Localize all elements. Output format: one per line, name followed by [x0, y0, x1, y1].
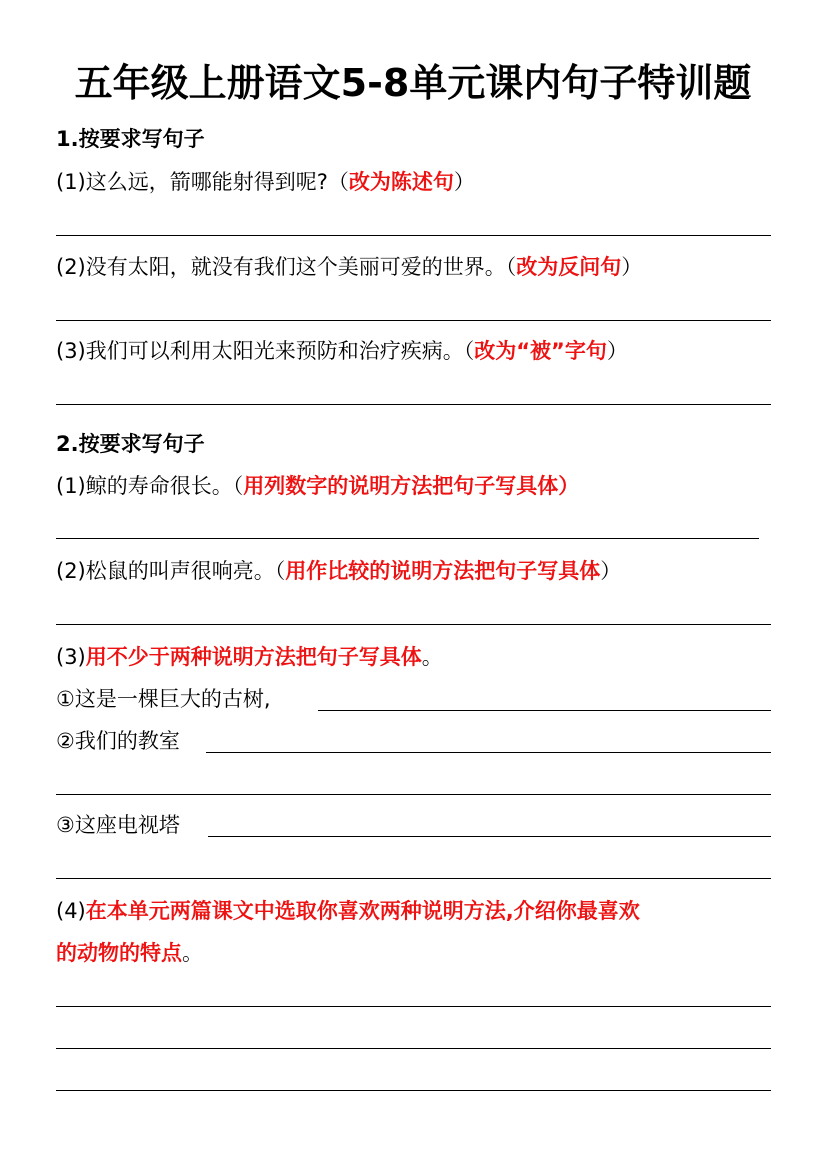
- answer-line[interactable]: [208, 836, 771, 837]
- s2-question-3: [56, 642, 443, 672]
- question-close: ）: [621, 255, 643, 279]
- s2-question-4-cont: [56, 938, 203, 968]
- question-close: 。: [421, 645, 443, 669]
- s1-question-1: [56, 167, 475, 197]
- section-1-heading: 1.按要求写句子: [56, 127, 205, 151]
- answer-line[interactable]: [56, 1048, 771, 1049]
- answer-line[interactable]: [56, 794, 771, 795]
- s1-question-3: [56, 336, 628, 366]
- question-text: 这么远，箭哪能射得到呢?（: [85, 170, 349, 194]
- question-instruction: 的动物的特点: [56, 941, 182, 965]
- question-number: (1): [56, 474, 86, 498]
- sub-item-text: ①这是一棵巨大的古树,: [56, 687, 271, 711]
- sub-item-2: [56, 726, 180, 756]
- question-text: 鲸的寿命很长。（: [85, 474, 244, 498]
- question-close: ）: [600, 559, 622, 583]
- sub-item-text: ②我们的教室: [56, 729, 180, 753]
- answer-line[interactable]: [206, 752, 771, 753]
- answer-line[interactable]: [56, 235, 771, 236]
- question-instruction: 改为“被”字句: [474, 339, 607, 363]
- answer-line[interactable]: [56, 538, 759, 539]
- question-number: (1): [56, 170, 86, 194]
- question-text: 我们可以利用太阳光来预防和治疗疾病。（: [85, 339, 475, 363]
- question-instruction: 改为陈述句: [348, 170, 454, 194]
- question-instruction: 改为反问句: [516, 255, 622, 279]
- sub-item-text: ③这座电视塔: [56, 813, 180, 837]
- answer-line[interactable]: [318, 710, 771, 711]
- s2-question-2: [56, 556, 621, 586]
- section-2-heading: 2.按要求写句子: [56, 432, 205, 456]
- answer-line[interactable]: [56, 1006, 771, 1007]
- sub-item-1: [56, 684, 271, 714]
- question-close: 。: [182, 941, 203, 965]
- answer-line[interactable]: [56, 878, 771, 879]
- page-title: 五年级上册语文5-8单元课内句子特训题: [74, 61, 752, 105]
- question-instruction: 用列数字的说明方法把句子写具体）: [243, 474, 580, 498]
- question-close: ）: [453, 170, 475, 194]
- question-number: (3): [56, 645, 86, 669]
- answer-line[interactable]: [56, 624, 771, 625]
- sub-item-3: [56, 810, 180, 840]
- question-text: 松鼠的叫声很响亮。（: [85, 559, 286, 583]
- question-number: (2): [56, 559, 86, 583]
- answer-line[interactable]: [56, 320, 771, 321]
- question-number: (4): [56, 899, 86, 923]
- question-instruction: 在本单元两篇课文中选取你喜欢两种说明方法,介绍你最喜欢: [85, 899, 640, 923]
- s1-question-2: [56, 252, 642, 282]
- question-instruction: 用不少于两种说明方法把句子写具体: [85, 645, 422, 669]
- answer-line[interactable]: [56, 404, 771, 405]
- question-text: 没有太阳，就没有我们这个美丽可爱的世界。（: [85, 255, 517, 279]
- answer-line[interactable]: [56, 1090, 771, 1091]
- question-instruction: 用作比较的说明方法把句子写具体: [285, 559, 601, 583]
- question-number: (3): [56, 339, 86, 363]
- s2-question-4: [56, 896, 640, 926]
- question-number: (2): [56, 255, 86, 279]
- s2-question-1: [56, 471, 579, 501]
- question-close: ）: [606, 339, 628, 363]
